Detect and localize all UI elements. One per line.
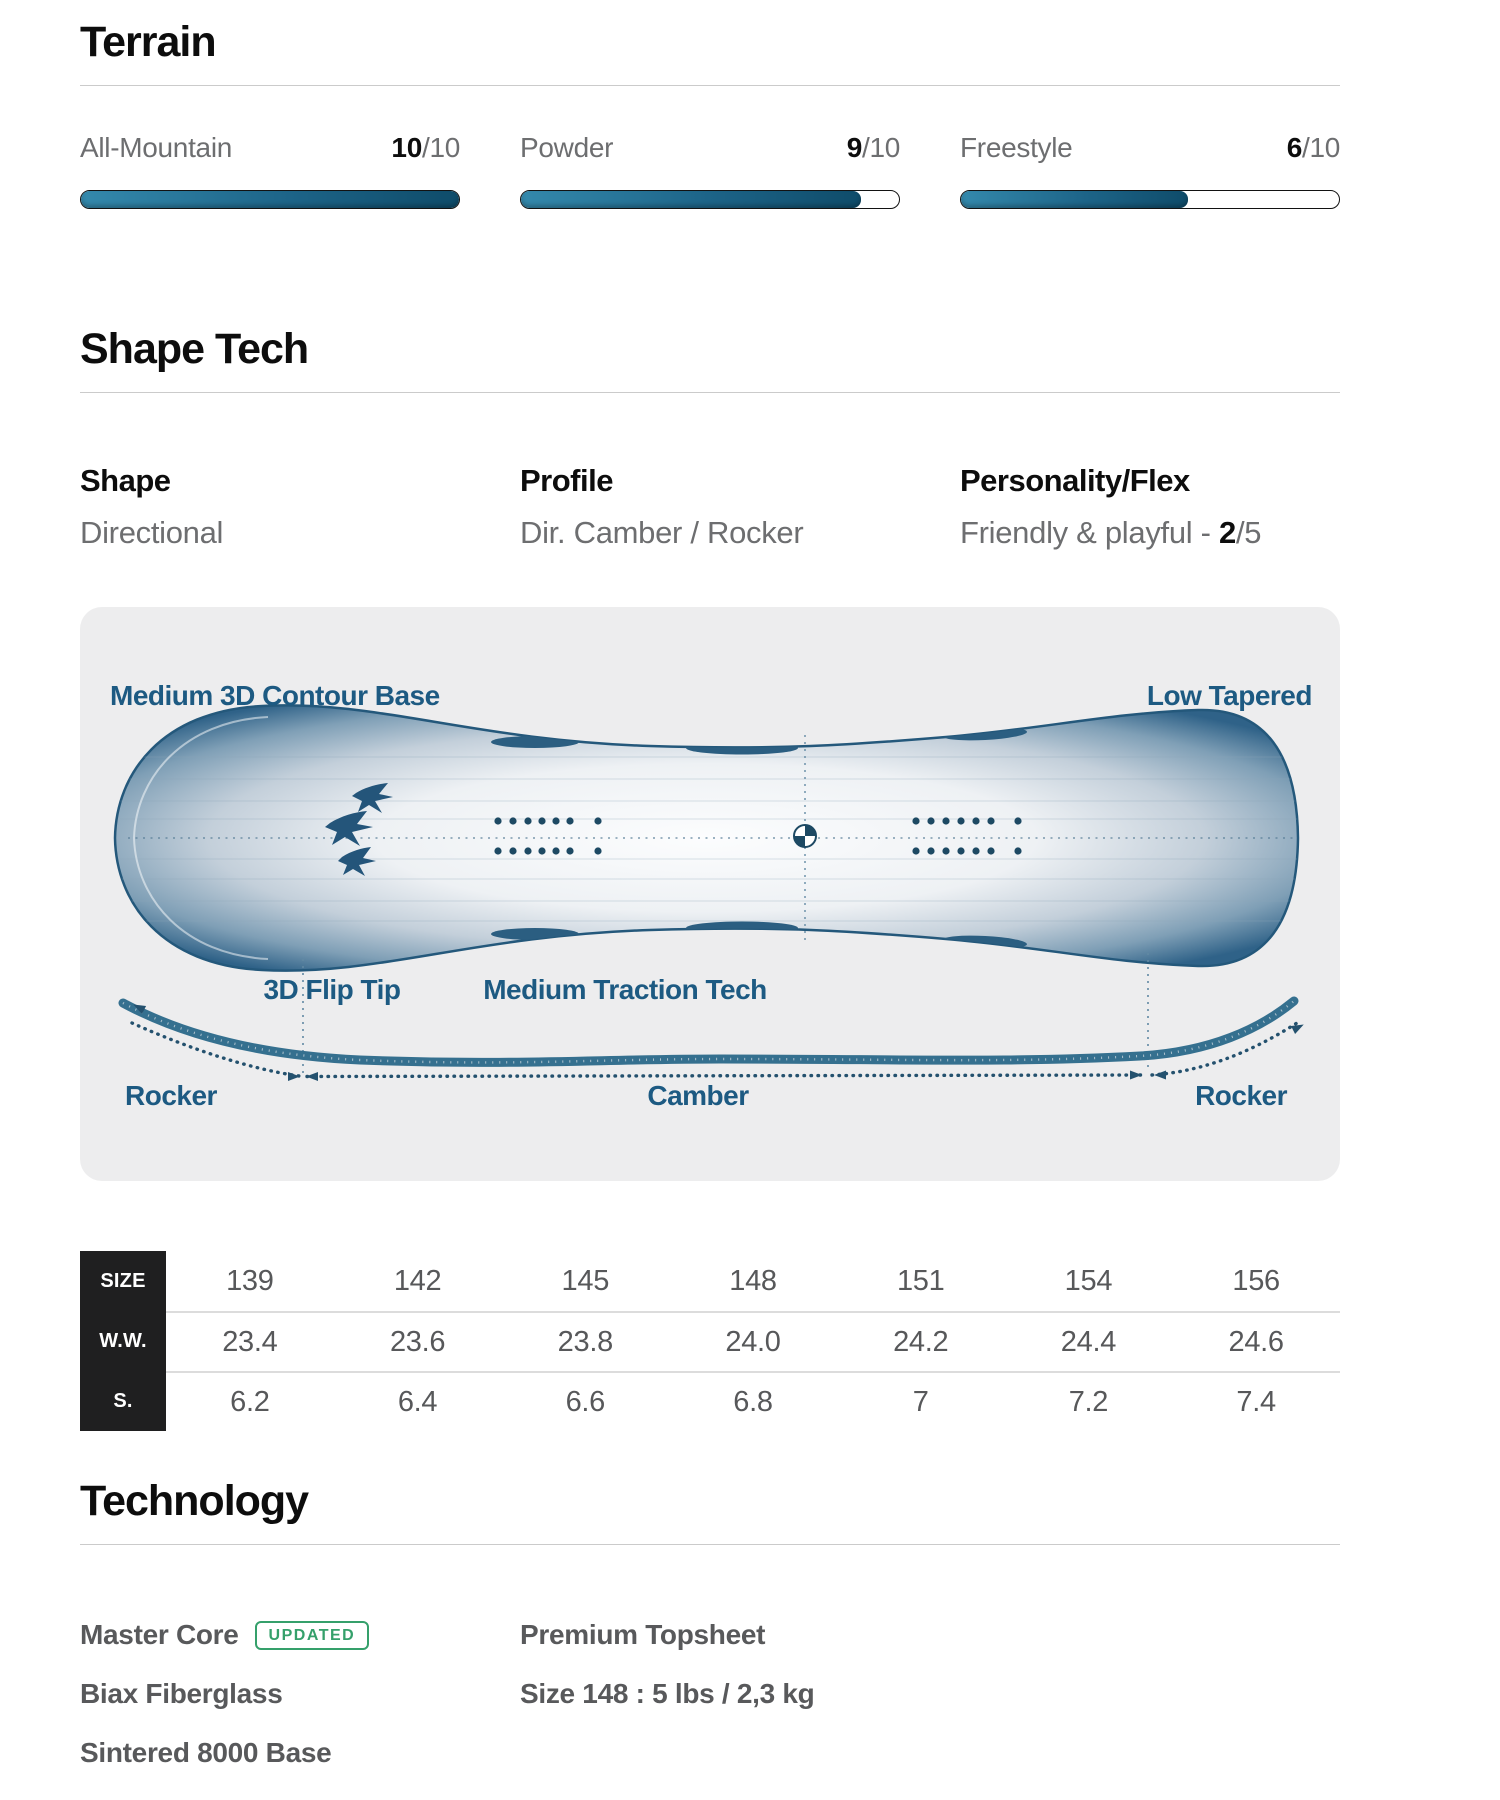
progress-bar-fill	[521, 191, 861, 208]
technology-title: Technology	[80, 1477, 309, 1525]
label-low-tapered: Low Tapered	[1146, 680, 1312, 711]
terrain-bar-powder	[520, 132, 900, 209]
terrain-title: Terrain	[80, 18, 216, 66]
progress-bar-track	[80, 190, 460, 209]
technology-list	[80, 1619, 1340, 1796]
tech-item-premium-topsheet: Premium Topsheet	[520, 1619, 766, 1650]
bar-label: Freestyle	[960, 132, 1073, 163]
progress-bar-fill	[961, 191, 1188, 208]
profile-line	[123, 1001, 1294, 1062]
bar-label: All-Mountain	[80, 132, 233, 163]
size-table	[80, 1251, 1340, 1431]
terrain-bar-freestyle	[960, 132, 1340, 209]
bar-label: Powder	[520, 132, 614, 163]
label-rocker-right: Rocker	[1195, 1080, 1287, 1111]
spec-personality-flex: Personality/Flex Friendly & playful - 2/5	[960, 463, 1262, 550]
label-contour-base: Medium 3D Contour Base	[110, 680, 440, 711]
tech-item-sintered-base: Sintered 8000 Base	[80, 1737, 332, 1768]
table-row-waist-width: W.W. 23.4 23.6 23.8 24.0 24.2 24.4 24.6	[80, 1311, 1340, 1371]
center-reference-mark	[794, 825, 816, 847]
board-diagram-panel	[80, 607, 1340, 1181]
progress-bar-track	[520, 190, 900, 209]
tech-item-master-core: Master Core UPDATED	[80, 1619, 520, 1651]
label-traction-tech: Medium Traction Tech	[483, 974, 767, 1005]
progress-bar-track	[960, 190, 1340, 209]
shape-tech-section	[80, 325, 1340, 1431]
spec-row	[80, 463, 1340, 551]
bar-score: 9/10	[846, 132, 900, 163]
technology-section	[80, 1477, 1340, 1796]
terrain-divider	[80, 85, 1340, 86]
table-row-sidecut: S. 6.2 6.4 6.6 6.8 7 7.2 7.4	[80, 1371, 1340, 1431]
shape-tech-title: Shape Tech	[80, 325, 309, 373]
board-diagram	[80, 607, 1340, 1181]
updated-badge: UPDATED	[255, 1621, 370, 1650]
technology-divider	[80, 1544, 1340, 1545]
terrain-bars	[80, 132, 1340, 209]
label-rocker-left: Rocker	[125, 1080, 217, 1111]
measure-line	[132, 1021, 1300, 1077]
terrain-bar-all-mountain	[80, 132, 460, 209]
measure-arrowheads	[131, 1001, 1305, 1081]
terrain-section	[80, 18, 1340, 209]
shape-tech-divider	[80, 392, 1340, 393]
bar-score: 6/10	[1286, 132, 1340, 163]
bar-score: 10/10	[391, 132, 460, 163]
tech-item-biax-fiberglass: Biax Fiberglass	[80, 1678, 283, 1709]
tech-item-weight: Size 148 : 5 lbs / 2,3 kg	[520, 1678, 815, 1709]
spec-shape: Shape Directional	[80, 463, 224, 550]
progress-bar-fill	[81, 191, 459, 208]
technology-right-column	[520, 1619, 1340, 1796]
technology-left-column	[80, 1619, 520, 1796]
label-flip-tip: 3D Flip Tip	[263, 974, 401, 1005]
board-top-view	[115, 705, 1300, 970]
table-row-size: SIZE 139 142 145 148 151 154 156	[80, 1251, 1340, 1311]
spec-profile: Profile Dir. Camber / Rocker	[520, 463, 804, 550]
camber-profile	[123, 1001, 1306, 1081]
label-camber: Camber	[647, 1080, 749, 1111]
